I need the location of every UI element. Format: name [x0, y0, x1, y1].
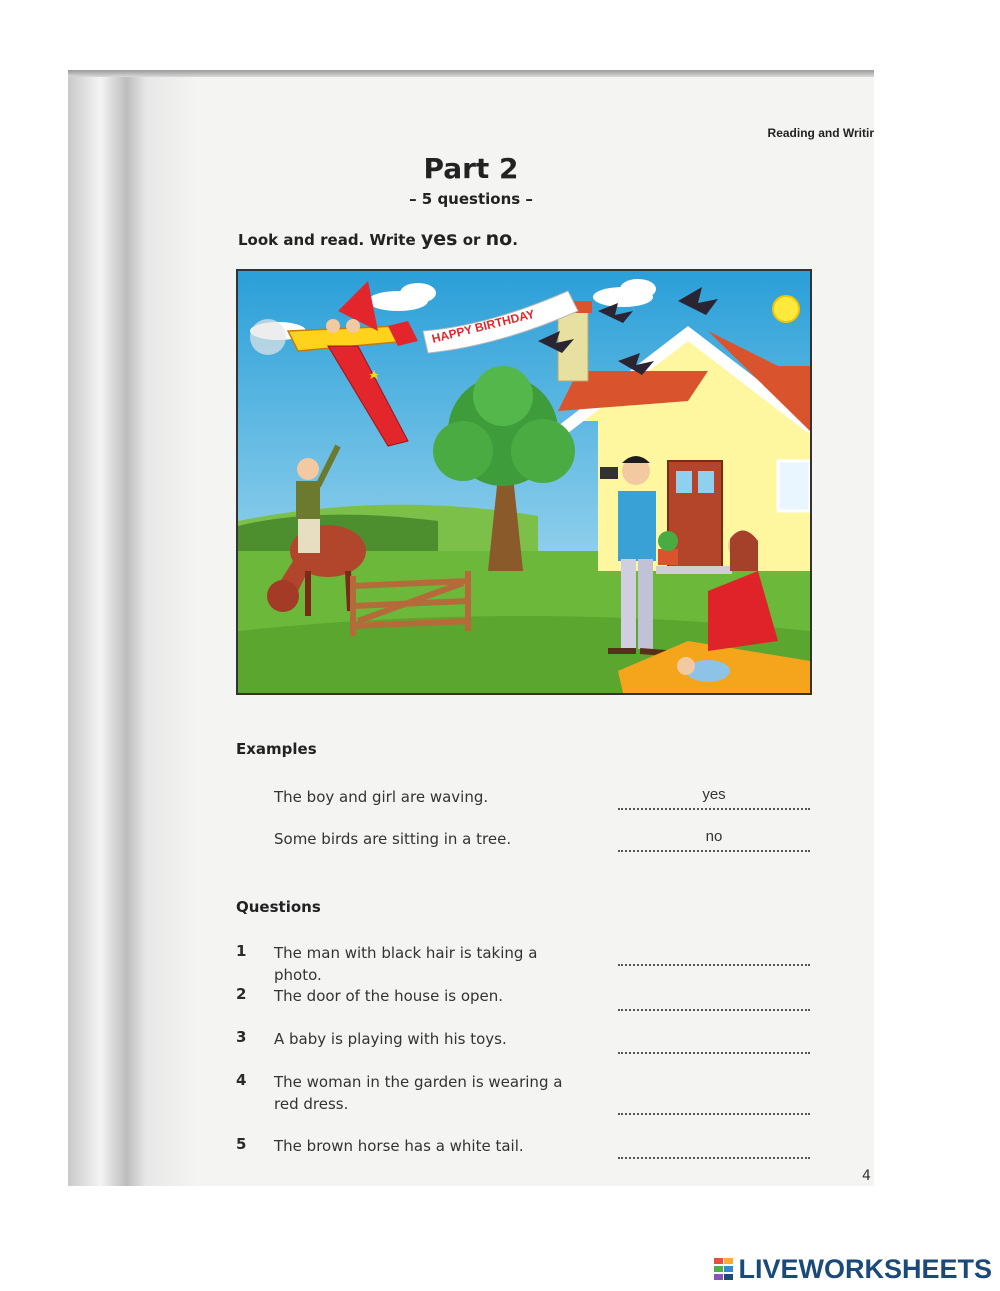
section-header: Reading and Writir [767, 126, 874, 140]
question-text: The woman in the garden is wearing a red dress. [274, 1073, 563, 1113]
instruction [238, 228, 518, 250]
brand-name: LIVEWORKSHEETS [738, 1253, 992, 1284]
answer-field-1[interactable] [618, 942, 810, 966]
answer-field-2[interactable] [618, 987, 810, 1011]
book-spine-shadow [68, 70, 198, 1186]
question-number: 1 [236, 942, 247, 960]
examples-heading: Examples [236, 740, 317, 758]
question-text: The door of the house is open. [274, 987, 504, 1005]
instruction-end: . [512, 231, 518, 249]
logo-blocks-icon [714, 1258, 734, 1280]
question-number: 2 [236, 985, 247, 1003]
flower-pot [658, 531, 678, 565]
banner-text: HAPPY BIRTHDAY [430, 306, 536, 346]
question-number: 4 [236, 1071, 247, 1089]
question-row-2 [236, 985, 812, 1015]
example-row [236, 786, 812, 816]
scanned-page [68, 70, 874, 1186]
question-row-4 [236, 1071, 812, 1121]
question-row-1 [236, 942, 812, 984]
example-row [236, 828, 812, 858]
question-row-3 [236, 1028, 812, 1058]
scene-illustration [236, 269, 812, 695]
instruction-text: Look and read. Write [238, 231, 421, 249]
answer-field-5[interactable] [618, 1135, 810, 1159]
scene-svg [238, 271, 810, 693]
question-text: The brown horse has a white tail. [274, 1137, 524, 1155]
example-answer: no [618, 828, 810, 852]
page-top-edge [68, 70, 874, 77]
answer-field-4[interactable] [618, 1091, 810, 1115]
page-subtitle: – 5 questions – [409, 190, 533, 208]
question-number: 3 [236, 1028, 247, 1046]
answer-field-3[interactable] [618, 1030, 810, 1054]
question-text: The man with black hair is taking a photo. [274, 944, 538, 984]
sun-icon [773, 296, 799, 322]
example-text: The boy and girl are waving. [274, 788, 489, 806]
instruction-or: or [457, 231, 486, 249]
question-row-5 [236, 1135, 812, 1165]
questions-heading: Questions [236, 898, 321, 916]
instruction-no: no [485, 228, 513, 250]
instruction-yes: yes [420, 228, 458, 250]
question-number: 5 [236, 1135, 247, 1153]
question-text: A baby is playing with his toys. [274, 1030, 507, 1048]
example-answer: yes [618, 786, 810, 810]
example-text: Some birds are sitting in a tree. [274, 830, 512, 848]
liveworksheets-logo [714, 1252, 992, 1286]
page-title: Part 2 [423, 152, 519, 185]
page-number: 4 [862, 1168, 871, 1184]
